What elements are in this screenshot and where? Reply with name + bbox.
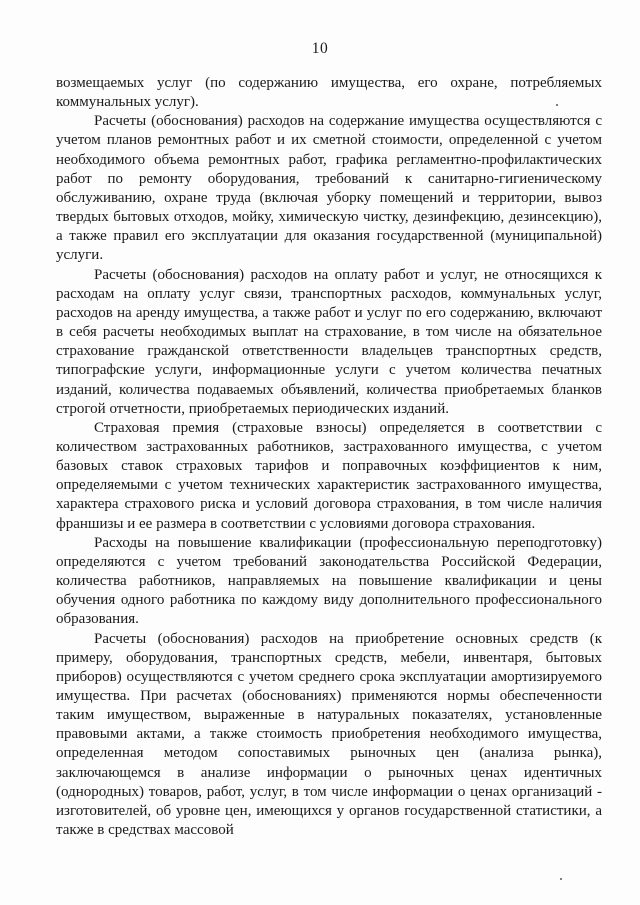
page-number: 10: [311, 40, 329, 57]
paragraph-continuation: возмещаемых услуг (по содержанию имущества, его охране, потребляемых коммунальных услуг).: [56, 75, 602, 111]
paragraph-insurance-premium: Страховая премия (страховые взносы) определяется в соответствии с количеством застрахованных работников, застрахованного имущества, с учетом базовых ставок страховых тарифов и поправочных коэффициентов к ним, определяемыми с учетом технических характеристик застрахованного имущества, характера страхового риска и условий договора страхования, в том числе наличия франшизы и ее размера в соответствии с условиями договора страхования.: [56, 419, 602, 532]
paragraph-fixed-assets: Расчеты (обоснования) расходов на приобретение основных средств (к примеру, оборудования, транспортных средств, мебели, инвентаря, бытовых приборов) осуществляются с учетом среднего срока эксплуатации амортизируемого имущества. При расчетах (обоснованиях) применяются нормы обеспеченности таким имуществом, выраженные в натуральных показателях, установленные правовыми актами, а также стоимость приобретения необходимого имущества, определенная методом сопоставимых рыночных цен (анализа рынка), заключающемся в анализе информации о рыночных ценах идентичных (однородных) товаров, работ, услуг, в том числе информации о ценах организаций - изготовителей, об уровне цен, имеющихся у органов государственной статистики, а также в средствах массовой: [56, 630, 602, 839]
body-text: [56, 74, 602, 840]
scan-speck: [556, 104, 558, 106]
paragraph-property-maintenance: Расчеты (обоснования) расходов на содержание имущества осуществляются с учетом планов ремонтных работ и их сметной стоимости, определенной с учетом необходимого объема ремонтных работ, графика регламентно-профилактических работ по ремонту оборудования, требований к санитарно-гигиеническому обслуживанию, охране труда (включая уборку помещений и территории, вывоз твердых бытовых отходов, мойку, химическую чистку, дезинфекцию, дезинсекцию), а также правил его эксплуатации для оказания государственной (муниципальной) услуги.: [56, 113, 602, 264]
scan-speck: [560, 878, 562, 880]
paragraph-qualification: Расходы на повышение квалификации (профессиональную переподготовку) определяются с учетом требований законодательства Российской Федерации, количества работников, направляемых на повышение квалификации и цены обучения одного работника по каждому виду дополнительного профессионального образования.: [56, 534, 602, 628]
paragraph-works-services: Расчеты (обоснования) расходов на оплату работ и услуг, не относящихся к расходам на оплату услуг связи, транспортных расходов, коммунальных услуг, расходов на аренду имущества, а также работ и услуг по его содержанию, включают в себя расчеты необходимых выплат на страхование, в том числе на обязательное страхование гражданской ответственности владельцев транспортных средств, типографские услуги, информационные услуги с учетом количества печатных изданий, количества подаваемых объявлений, количества приобретаемых бланков строгой отчетности, приобретаемых периодических изданий.: [56, 266, 602, 417]
